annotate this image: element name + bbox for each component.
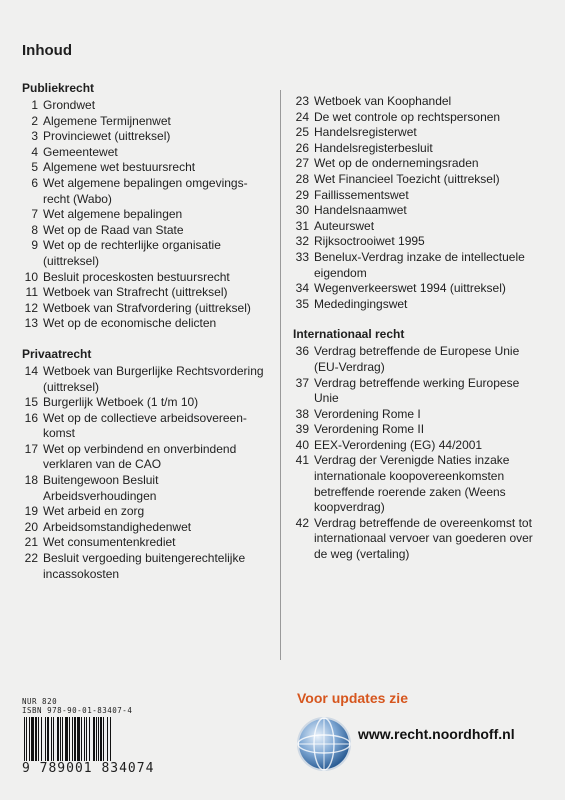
entry-number: 29	[295, 187, 309, 202]
entry-title: Verdrag betreffende de overeenkomst tot internationaal vervoer van goederen over de weg (vertaling)	[314, 515, 533, 562]
toc-entry	[22, 504, 272, 520]
section-heading: Internationaal recht	[293, 327, 405, 342]
toc-entry	[293, 110, 543, 126]
toc-entry	[22, 520, 272, 536]
barcode-bar	[60, 717, 61, 761]
entry-number: 9	[31, 238, 38, 253]
entry-title: Auteurswet	[314, 218, 375, 233]
toc-entry	[293, 188, 543, 204]
website-url[interactable]: www.recht.noordhoff.nl	[358, 726, 515, 742]
barcode-digits: 9 789001 834074	[22, 761, 155, 776]
entry-title: Buitengewoon Besluit Arbeidsverhoudingen	[43, 473, 159, 503]
entry-number: 14	[24, 363, 38, 378]
toc-section	[22, 346, 272, 582]
barcode-bar	[53, 717, 54, 761]
entry-number: 27	[295, 156, 309, 171]
entry-title: Wetboek van Koophandel	[314, 94, 452, 108]
barcode-bar	[31, 717, 34, 761]
entry-title: Wet arbeid en zorg	[43, 504, 145, 519]
toc-right-column	[293, 94, 543, 577]
entry-number: 37	[295, 375, 309, 390]
barcode-bar	[29, 717, 30, 761]
toc-entry	[293, 516, 543, 563]
entry-title: Gemeentewet	[43, 144, 118, 159]
entry-title: Verordening Rome II	[314, 422, 425, 437]
barcode-bar	[86, 717, 87, 761]
toc-entry	[293, 376, 543, 407]
entry-title: Verdrag betreffende werking Europese Unie	[314, 375, 520, 406]
updates-label: Voor updates zie	[297, 690, 408, 706]
entry-title: Verdrag betreffende de Europese Unie (EU-Verdrag)	[314, 344, 520, 374]
toc-entry	[22, 98, 272, 114]
toc-entry	[293, 281, 543, 297]
toc-entry	[22, 114, 272, 130]
entry-number: 40	[295, 437, 309, 452]
barcode-bar	[51, 717, 52, 761]
entry-title: Rijksoctrooiwet 1995	[314, 234, 425, 249]
entry-number: 2	[31, 113, 38, 128]
toc-entry	[293, 453, 543, 515]
barcode-bar	[47, 717, 49, 761]
entry-number: 22	[24, 551, 38, 566]
entry-title: Wet Financieel Toezicht (uittreksel)	[314, 171, 500, 186]
entry-title: Handelsregisterbesluit	[314, 140, 433, 155]
entry-number: 3	[31, 129, 38, 144]
toc-entry	[293, 172, 543, 188]
entry-title: Algemene wet bestuursrecht	[43, 160, 196, 175]
entry-number: 39	[295, 422, 309, 437]
toc-entry	[22, 223, 272, 239]
nur-code: NUR 820	[22, 697, 58, 706]
entry-number: 36	[295, 344, 309, 359]
barcode-bar	[38, 717, 39, 761]
entry-title: Wet op de economische delicten	[43, 316, 217, 331]
entry-title: Arbeidsomstandighedenwet	[43, 519, 192, 534]
entry-title: Benelux-Verdrag inzake de intellectuele eigendom	[314, 249, 525, 280]
entry-title: Mededingingswet	[314, 296, 408, 311]
toc-entry	[22, 442, 272, 473]
entry-title: Wet consumentenkrediet	[43, 535, 176, 550]
toc-entry	[293, 94, 543, 110]
toc-entry	[293, 141, 543, 157]
entry-title: Wet op de ondernemingsraden	[314, 156, 479, 171]
entry-number: 35	[295, 296, 309, 311]
barcode-bar	[65, 717, 68, 761]
entry-number: 15	[24, 395, 38, 410]
toc-entry	[293, 203, 543, 219]
column-divider	[280, 90, 281, 660]
entry-number: 34	[295, 281, 309, 296]
toc-entry	[22, 145, 272, 161]
entry-number: 31	[295, 218, 309, 233]
section-heading: Privaatrecht	[22, 346, 92, 361]
entry-title: De wet controle op rechtspersonen	[314, 109, 501, 124]
barcode-bar	[98, 717, 99, 761]
toc-entry	[22, 285, 272, 301]
section-heading: Publiekrecht	[22, 81, 95, 95]
toc-section	[22, 80, 272, 332]
toc-entry	[22, 316, 272, 332]
entry-title: Provinciewet (uittreksel)	[43, 129, 171, 144]
entry-title: Wetboek van Burgerlijke Rechtsvordering (uittreksel)	[43, 363, 264, 394]
barcode-bar	[84, 717, 85, 761]
barcode-bar	[107, 717, 108, 761]
barcode-bar	[35, 717, 37, 761]
toc-entry	[293, 219, 543, 235]
toc-entry	[22, 551, 272, 582]
entry-number: 8	[31, 222, 38, 237]
toc-entry	[293, 438, 543, 454]
entry-title: Wetboek van Strafvordering (uittreksel)	[43, 300, 251, 315]
entry-title: Verdrag der Verenigde Naties inzake internationale koopovereenkomsten betreffende roerende zaken (Weens koopverdrag)	[314, 453, 510, 515]
toc-entry	[22, 270, 272, 286]
globe-icon	[296, 716, 352, 772]
entry-title: Wet op de collectieve arbeidsovereen-komst	[43, 410, 247, 441]
barcode-bar	[100, 717, 102, 761]
toc-entry	[22, 395, 272, 411]
entry-number: 21	[24, 535, 38, 550]
entry-number: 32	[295, 234, 309, 249]
toc-entry	[22, 364, 272, 395]
barcode-bar	[72, 717, 73, 761]
barcode-icon	[22, 717, 142, 763]
entry-title: Wet algemene bepalingen omgevings-recht (Wabo)	[43, 175, 248, 206]
toc-entry	[22, 160, 272, 176]
barcode-bar	[96, 717, 97, 761]
entry-title: Wegenverkeerswet 1994 (uittreksel)	[314, 281, 506, 296]
toc-entry	[293, 234, 543, 250]
toc-entry	[293, 422, 543, 438]
entry-title: Wet op verbindend en onverbindend verklaren van de CAO	[43, 441, 237, 472]
entry-title: Verordening Rome I	[314, 406, 421, 421]
toc-entry	[293, 297, 543, 313]
barcode-bar	[89, 717, 90, 761]
entry-title: Wetboek van Strafrecht (uittreksel)	[43, 285, 228, 300]
entry-number: 38	[295, 406, 309, 421]
entry-number: 10	[24, 269, 38, 284]
barcode-bar	[24, 717, 25, 761]
entry-title: Handelsnaamwet	[314, 203, 407, 218]
entry-title: EEX-Verordening (EG) 44/2001	[314, 437, 483, 452]
toc-entry	[22, 238, 272, 269]
entry-number: 6	[31, 175, 38, 190]
entry-title: Wet op de Raad van State	[43, 222, 184, 237]
barcode-bar	[62, 717, 63, 761]
barcode-block	[22, 697, 272, 776]
barcode-bar	[77, 717, 80, 761]
toc-entry	[22, 535, 272, 551]
entry-number: 4	[31, 144, 38, 159]
entry-number: 18	[24, 473, 38, 488]
entry-number: 7	[31, 207, 38, 222]
barcode-bar	[26, 717, 27, 761]
entry-number: 1	[31, 98, 38, 112]
barcode-bar	[110, 717, 111, 761]
entry-number: 26	[295, 140, 309, 155]
entry-title: Burgerlijk Wetboek (1 t/m 10)	[43, 395, 199, 410]
entry-number: 16	[24, 410, 38, 425]
entry-title: Wet algemene bepalingen	[43, 207, 183, 222]
toc-entry	[293, 407, 543, 423]
entry-number: 17	[24, 441, 38, 456]
toc-entry	[22, 207, 272, 223]
toc-entry	[22, 301, 272, 317]
page-title: Inhoud	[22, 42, 72, 59]
entry-title: Besluit proceskosten bestuursrecht	[43, 269, 230, 284]
barcode-bar	[81, 717, 82, 761]
entry-number: 11	[25, 285, 38, 300]
barcode-bar	[41, 717, 42, 761]
entry-number: 5	[31, 160, 38, 175]
entry-title: Faillissementswet	[314, 187, 409, 202]
entry-number: 30	[295, 203, 309, 218]
barcode-bar	[93, 717, 95, 761]
toc-entry	[22, 473, 272, 504]
entry-title: Handelsregisterwet	[314, 125, 417, 140]
toc-entry	[22, 176, 272, 207]
toc-section	[293, 326, 543, 562]
barcode-bar	[74, 717, 76, 761]
isbn-code: ISBN 978-90-01-83407-4	[22, 706, 133, 715]
toc-entry	[293, 250, 543, 281]
entry-number: 23	[295, 94, 309, 108]
entry-number: 20	[24, 519, 38, 534]
entry-number: 33	[295, 249, 309, 264]
toc-left-column	[22, 80, 272, 596]
entry-number: 25	[295, 125, 309, 140]
barcode-bar	[57, 717, 59, 761]
entry-title: Wet op de rechterlijke organisatie (uittreksel)	[43, 238, 221, 268]
toc-entry	[293, 344, 543, 375]
toc-entry	[293, 125, 543, 141]
barcode-bar	[69, 717, 70, 761]
barcode-bar	[103, 717, 104, 761]
entry-title: Besluit vergoeding buitengerechtelijke incassokosten	[43, 551, 246, 581]
entry-title: Grondwet	[43, 98, 96, 112]
entry-number: 42	[295, 515, 309, 530]
entry-number: 24	[295, 109, 309, 124]
toc-section	[293, 94, 543, 312]
toc-entry	[293, 156, 543, 172]
entry-number: 12	[24, 300, 38, 315]
barcode-bar	[45, 717, 46, 761]
entry-number: 28	[295, 171, 309, 186]
entry-number: 13	[24, 316, 38, 331]
entry-number: 19	[24, 504, 38, 519]
toc-entry	[22, 411, 272, 442]
toc-entry	[22, 129, 272, 145]
entry-number: 41	[295, 453, 309, 468]
entry-title: Algemene Termijnenwet	[43, 113, 171, 128]
